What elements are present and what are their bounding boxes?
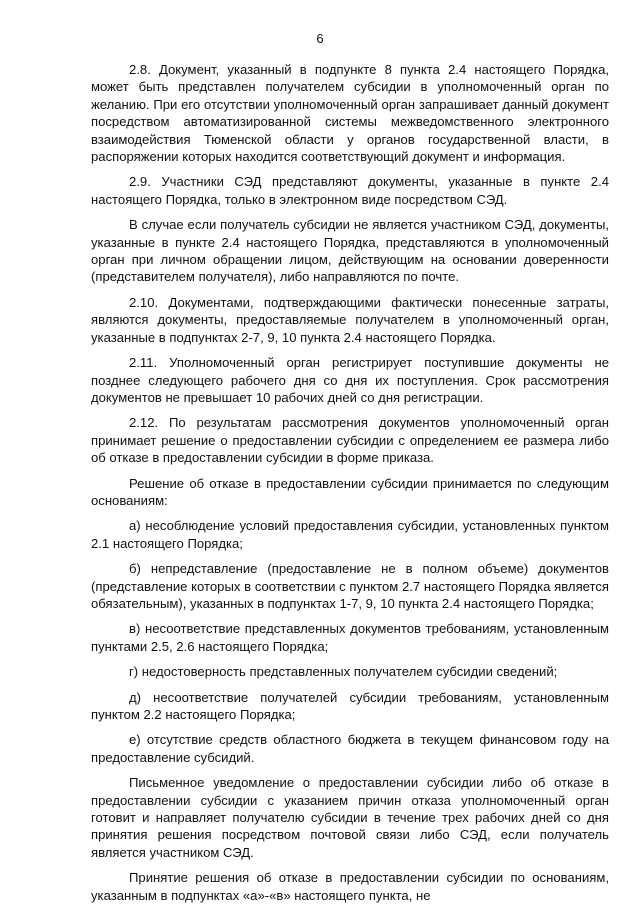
list-item-a: а) несоблюдение условий предоставления субсидии, установленных пунктом 2.1 настоящего Порядка; xyxy=(91,518,609,551)
paragraph-refusal-grounds: Решение об отказе в предоставлении субсидии принимается по следующим основаниям: xyxy=(91,475,609,508)
paragraph-2-11: 2.11. Уполномоченный орган регистрирует поступившие документы не позднее следующего рабочего дня со дня их поступления. Срок рассмотрения документов не превышает 10 рабочих дней со дня регистрации. xyxy=(91,355,609,405)
list-item-e: е) отсутствие средств областного бюджета в текущем финансовом году на предоставление субсидий. xyxy=(91,732,609,765)
paragraph-notification: Письменное уведомление о предоставлении субсидии либо об отказе в предоставлении субсидии с указанием причин отказа уполномоченный орган готовит и направляет получателю субсидии в течение трех рабочих дней со дня принятия решения посредством почтовой связи либо СЭД, если получатель является участником СЭД. xyxy=(91,775,609,860)
paragraph-non-participant: В случае если получатель субсидии не является участником СЭД, документы, указанные в пункте 2.4 настоящего Порядка, представляются в уполномоченный орган при личном обращении лицом, действующим на основании доверенности (представителем получателя), либо направляются по почте. xyxy=(91,217,609,285)
list-item-g: г) недостоверность представленных получателем субсидии сведений; xyxy=(129,664,558,680)
paragraph-decision-continued: Принятие решения об отказе в предоставлении субсидии по основаниям, указанным в подпунктах «а»-«в» настоящего пункта, не xyxy=(91,870,609,903)
paragraph-2-9: 2.9. Участники СЭД представляют документы, указанные в пункте 2.4 настоящего Порядка, только в электронном виде посредством СЭД. xyxy=(91,174,609,207)
page-number: 6 xyxy=(316,31,324,46)
list-item-v: в) несоответствие представленных документов требованиям, установленным пунктами 2.5, 2.6 настоящего Порядка; xyxy=(91,621,609,654)
paragraph-2-12: 2.12. По результатам рассмотрения документов уполномоченный орган принимает решение о предоставлении субсидии с определением ее размера либо об отказе в предоставлении субсидии в форме приказа. xyxy=(91,415,609,466)
paragraph-2-10: 2.10. Документами, подтверждающими фактически понесенные затраты, являются документы, предоставляемые получателем в уполномоченный орган, указанные в подпунктах 2-7, 9, 10 пункта 2.4 настоящего Порядка. xyxy=(91,294,609,345)
paragraph-2-8: 2.8. Документ, указанный в подпункте 8 пункта 2.4 настоящего Порядка, может быть представлен получателем субсидии в уполномоченный орган по желанию. При его отсутствии уполномоченный орган запрашивает данный документ посредством автоматизированной системы межведомственного электронного взаимодействия Тюменской области у органов государственной власти, в распоряжении которых находится соответствующий документ и информация. xyxy=(91,62,609,165)
list-item-b: б) непредставление (предоставление не в полном объеме) документов (представление которых в соответствии с пунктом 2.7 настоящего Порядка является обязательным), указанных в подпунктах 1-7, 9, 10 пункта 2.4 настоящего Порядка; xyxy=(91,561,609,611)
document-body xyxy=(91,61,609,912)
list-item-d: д) несоответствие получателей субсидии требованиям, установленным пунктом 2.2 настоящего Порядка; xyxy=(91,689,609,722)
